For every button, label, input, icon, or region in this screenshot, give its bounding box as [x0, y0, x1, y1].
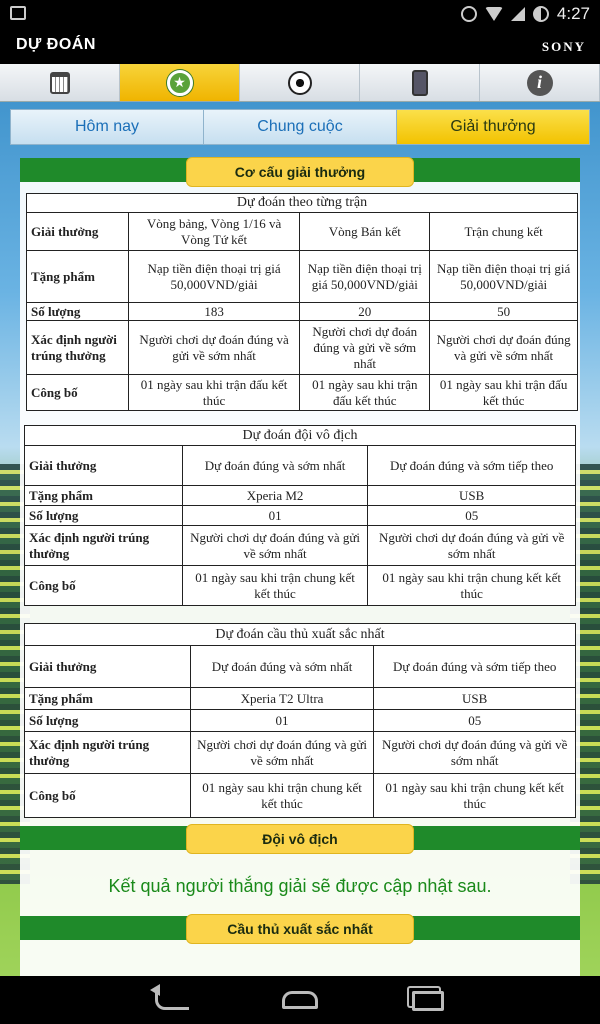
table-cell: 183	[128, 303, 300, 321]
row-label: Số lượng	[27, 303, 129, 321]
status-indicators	[461, 4, 590, 24]
content-area	[0, 64, 600, 976]
table-row	[27, 321, 578, 375]
section-title-best-player: Cầu thủ xuất sắc nhất	[186, 914, 414, 944]
status-bar	[0, 0, 600, 28]
main-icon-tabs	[0, 64, 600, 102]
back-button[interactable]	[155, 990, 189, 1010]
alarm-icon	[461, 6, 477, 22]
tab-today[interactable]: Hôm nay	[11, 110, 204, 144]
info-icon: i	[527, 70, 553, 96]
screenshot-notification-icon	[10, 6, 26, 20]
table-row	[25, 774, 576, 818]
home-button[interactable]	[282, 991, 318, 1009]
table-row	[27, 375, 578, 411]
signal-icon	[511, 7, 525, 21]
tab-device[interactable]	[360, 64, 480, 101]
section-title-champion: Đội vô địch	[186, 824, 414, 854]
row-label: Tặng phẩm	[27, 251, 129, 303]
table-cell: Người chơi dự đoán đúng và gửi về sớm nhất	[128, 321, 300, 375]
table-cell: Nạp tiền điện thoại trị giá 50,000VND/giải	[430, 251, 578, 303]
table-row	[27, 213, 578, 251]
best-player-prediction-table	[24, 623, 576, 818]
table-cell: 01	[182, 506, 368, 526]
recent-apps-button[interactable]	[412, 991, 444, 1011]
table-cell: Xperia M2	[182, 486, 368, 506]
app-title: DỰ ĐOÁN	[16, 36, 96, 53]
table-caption: Dự đoán theo từng trận	[27, 194, 578, 213]
table-cell: Nạp tiền điện thoại trị giá 50,000VND/giải	[300, 251, 430, 303]
tab-prizes-text[interactable]: Giải thưởng	[397, 110, 589, 144]
table-cell: 01 ngày sau khi trận đấu kết thúc	[300, 375, 430, 411]
award-badge-icon: ★	[167, 70, 193, 96]
brand-logo: SONY	[541, 39, 586, 54]
row-label: Công bố	[25, 774, 191, 818]
row-label: Số lượng	[25, 710, 191, 732]
table-row	[25, 710, 576, 732]
row-label: Công bố	[25, 566, 183, 606]
table-cell: Dự đoán đúng và sớm tiếp theo	[368, 446, 576, 486]
row-label: Giải thưởng	[25, 646, 191, 688]
sub-tabs	[10, 109, 590, 145]
table-row	[25, 688, 576, 710]
table-row	[25, 486, 576, 506]
row-label: Số lượng	[25, 506, 183, 526]
app-bar	[0, 28, 600, 64]
table-cell: 01 ngày sau khi trận chung kết kết thúc	[190, 774, 374, 818]
tab-info[interactable]	[480, 64, 600, 101]
champion-prediction-table	[24, 425, 576, 606]
tab-schedule[interactable]	[0, 64, 120, 101]
table-cell: Nạp tiền điện thoại trị giá 50,000VND/giải	[128, 251, 300, 303]
table-cell: 01 ngày sau khi trận đấu kết thúc	[430, 375, 578, 411]
table-caption: Dự đoán đội vô địch	[25, 426, 576, 446]
table-cell: Người chơi dự đoán đúng và gửi về sớm nhất	[300, 321, 430, 375]
calendar-icon	[50, 72, 70, 94]
row-label: Xác định người trúng thưởng	[25, 732, 191, 774]
table-cell: Người chơi dự đoán đúng và gửi về sớm nhất	[368, 526, 576, 566]
table-cell: 05	[374, 710, 576, 732]
tab-prizes[interactable]	[120, 64, 240, 101]
table-cell: 05	[368, 506, 576, 526]
match-prediction-table	[26, 193, 578, 411]
phone-icon	[412, 70, 428, 96]
table-cell: Dự đoán đúng và sớm nhất	[182, 446, 368, 486]
row-label: Xác định người trúng thưởng	[27, 321, 129, 375]
row-label: Giải thưởng	[27, 213, 129, 251]
table-row	[25, 732, 576, 774]
champion-result-notice: Kết quả người thắng giải sẽ được cập nhật sau.	[108, 876, 492, 896]
table-cell: 01 ngày sau khi trận chung kết kết thúc	[182, 566, 368, 606]
table-row	[27, 251, 578, 303]
table-caption: Dự đoán cầu thủ xuất sắc nhất	[25, 624, 576, 646]
table-row	[25, 506, 576, 526]
row-label: Tặng phẩm	[25, 688, 191, 710]
tab-matches[interactable]	[240, 64, 360, 101]
table-cell: 01 ngày sau khi trận đấu kết thúc	[128, 375, 300, 411]
section-title-prize: Cơ cấu giải thưởng	[186, 157, 414, 187]
tab-final[interactable]: Chung cuộc	[204, 110, 397, 144]
table-cell: Vòng Bán kết	[300, 213, 430, 251]
table-cell: Người chơi dự đoán đúng và gửi về sớm nhất	[182, 526, 368, 566]
table-cell: Dự đoán đúng và sớm tiếp theo	[374, 646, 576, 688]
row-label: Xác định người trúng thưởng	[25, 526, 183, 566]
table-cell: Người chơi dự đoán đúng và gửi về sớm nhất	[430, 321, 578, 375]
battery-icon	[533, 6, 549, 22]
wifi-icon	[485, 7, 503, 21]
soccer-ball-icon	[288, 71, 312, 95]
table-cell: 20	[300, 303, 430, 321]
table-cell: 01 ngày sau khi trận chung kết kết thúc	[368, 566, 576, 606]
system-nav-bar	[0, 976, 600, 1024]
table-cell: Trận chung kết	[430, 213, 578, 251]
table-cell: 01	[190, 710, 374, 732]
table-cell: USB	[368, 486, 576, 506]
table-cell: 50	[430, 303, 578, 321]
row-label: Tặng phẩm	[25, 486, 183, 506]
status-time: 4:27	[556, 4, 590, 23]
table-cell: 01 ngày sau khi trận chung kết kết thúc	[374, 774, 576, 818]
table-row	[27, 303, 578, 321]
table-row	[25, 446, 576, 486]
table-cell: Xperia T2 Ultra	[190, 688, 374, 710]
table-row	[25, 566, 576, 606]
row-label: Giải thưởng	[25, 446, 183, 486]
row-label: Công bố	[27, 375, 129, 411]
table-cell: Dự đoán đúng và sớm nhất	[190, 646, 374, 688]
table-row	[25, 646, 576, 688]
table-cell: Người chơi dự đoán đúng và gửi về sớm nhất	[374, 732, 576, 774]
table-cell: Vòng bảng, Vòng 1/16 và Vòng Tứ kết	[128, 213, 300, 251]
table-cell: USB	[374, 688, 576, 710]
table-cell: Người chơi dự đoán đúng và gửi về sớm nhất	[190, 732, 374, 774]
table-row	[25, 526, 576, 566]
